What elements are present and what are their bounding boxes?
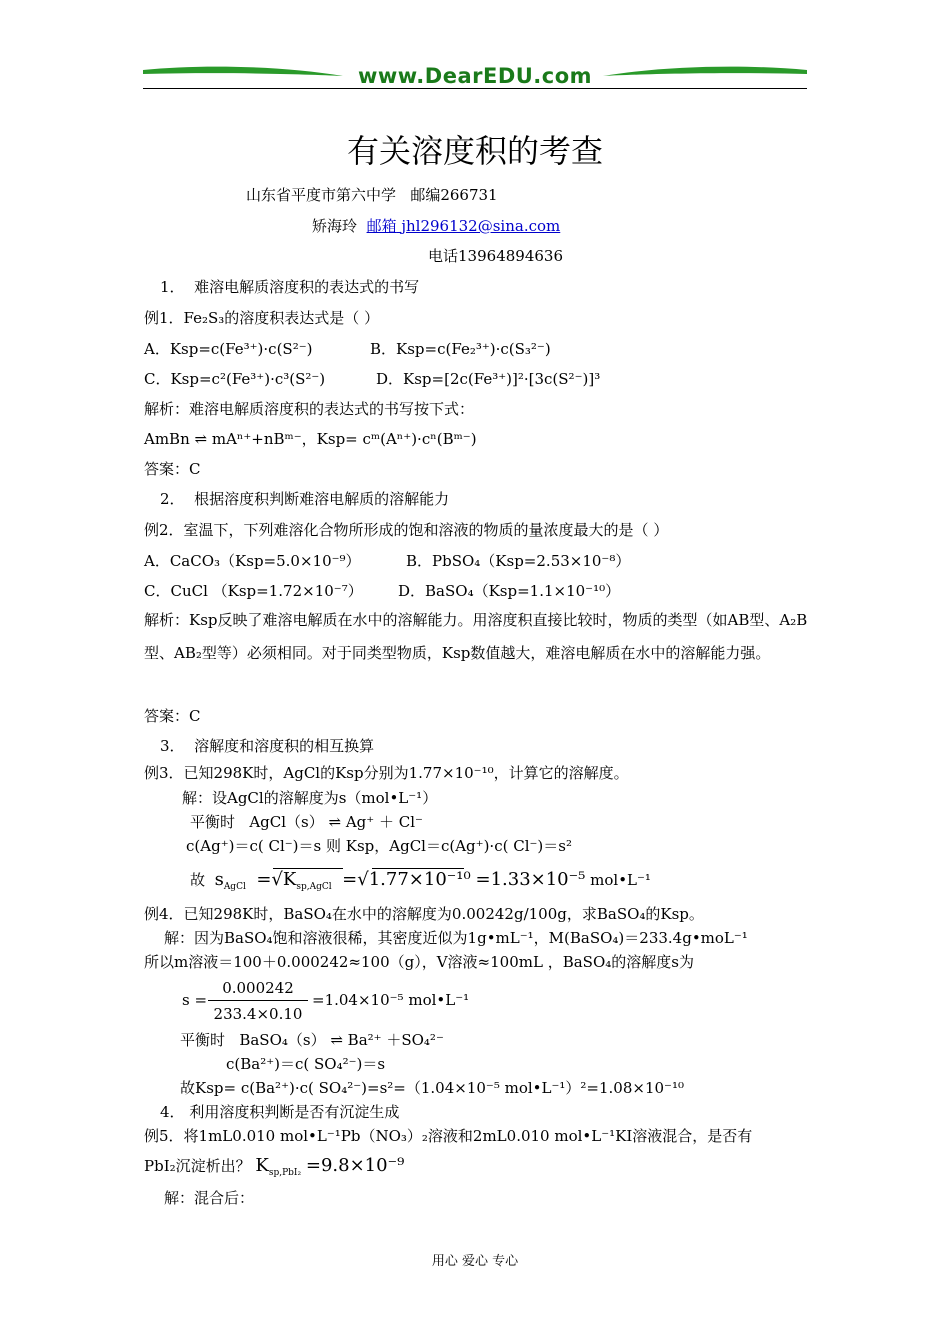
example-2-option-b: B．PbSO₄（Ksp=2.53×10⁻⁸）: [406, 552, 631, 570]
example-5-question: 例5．将1mL0.010 mol•L⁻¹Pb（NO₃）₂溶液和2mL0.010 mol•L⁻¹KI溶液混合，是否有: [144, 1127, 753, 1145]
example-1-analysis: 解析：难溶电解质溶度积的表达式的书写按下式：: [144, 400, 475, 418]
example-4-concentration: c(Ba²⁺)＝c( SO₄²⁻)＝s: [226, 1055, 386, 1073]
header-divider: [143, 88, 807, 89]
example-4-ksp: 故Ksp= c(Ba²⁺)·c( SO₄²⁻)=s²=（1.04×10⁻⁵ mol•L⁻¹）²=1.08×10⁻¹⁰: [180, 1079, 684, 1097]
example-4-value: =1.04×10⁻⁵ mol•L⁻¹: [312, 991, 470, 1009]
example-2-option-d: D．BaSO₄（Ksp=1.1×10⁻¹⁰）: [398, 582, 621, 600]
author-name: 矫海玲: [312, 217, 358, 235]
example-1-option-a: A．Ksp=c(Fe³⁺)·c(S²⁻): [144, 340, 313, 358]
example-4-denominator: 233.4×0.10: [213, 1005, 303, 1023]
postcode: 266731: [440, 186, 498, 204]
example-1-answer: 答案：C: [144, 460, 201, 478]
phone-label: 电话: [428, 247, 459, 265]
example-2-question: 例2．室温下，下列难溶化合物所形成的饱和溶液的物质的量浓度最大的是（ ）: [144, 521, 669, 539]
author-school-line: [246, 185, 498, 205]
example-4-equilibrium: 平衡时 BaSO₄（s） ⇌ Ba²⁺ ＋SO₄²⁻: [180, 1031, 444, 1049]
example-4-question: 例4．已知298K时，BaSO₄在水中的溶解度为0.00242g/100g，求BaSO₄的Ksp。: [144, 905, 704, 923]
example-2-option-c: C．CuCl （Ksp=1.72×10⁻⁷）: [144, 582, 363, 600]
example-1-formula: AmBn ⇌ mAⁿ⁺+nBᵐ⁻，Ksp= cᵐ(Aⁿ⁺)·cⁿ(Bᵐ⁻): [144, 430, 477, 448]
example-4-s: s =: [182, 991, 208, 1009]
example-4-fraction-bar: [208, 1000, 308, 1001]
author-name-line: [312, 216, 560, 236]
postcode-label: 邮编: [410, 186, 441, 204]
example-2-analysis: 解析：Ksp反映了难溶电解质在水中的溶解能力。用溶度积直接比较时，物质的类型（如AB型、A₂B型、AB₂型等）必须相同。对于同类型物质，Ksp数值越大，难溶电解质在水中的溶解能力强。: [144, 611, 808, 662]
section-4-heading: 4． 利用溶度积判断是否有沉淀生成: [160, 1103, 400, 1121]
example-5-solution: 解：混合后：: [164, 1189, 255, 1207]
example-1-option-c: C．Ksp=c²(Fe³⁺)·c³(S²⁻): [144, 370, 326, 388]
example-2-option-a: A．CaCO₃（Ksp=5.0×10⁻⁹）: [144, 552, 361, 570]
author-school: 山东省平度市第六中学: [246, 186, 397, 204]
section-1-heading: 1． 难溶电解质溶度积的表达式的书写: [160, 278, 420, 296]
example-3-ksp-relation: c(Ag⁺)＝c( Cl⁻)＝s 则 Ksp，AgCl＝c(Ag⁺)·c( Cl⁻)＝s²: [186, 837, 572, 855]
page-footer: 用心 爱心 专心: [431, 1254, 519, 1269]
section-2-heading: 2． 根据溶度积判断难溶电解质的溶解能力: [160, 490, 450, 508]
author-phone-line: [428, 246, 563, 266]
example-1-option-b: B．Ksp=c(Fe₂³⁺)·c(S₃²⁻): [370, 340, 551, 358]
section-3-heading: 3． 溶解度和溶度积的相互换算: [160, 737, 375, 755]
sqrt-bar-2: [372, 868, 464, 869]
email-link[interactable]: 邮箱 jhl296132@sina.com: [366, 217, 561, 235]
page-title: 有关溶度积的考查: [346, 132, 603, 170]
example-3-question: 例3．已知298K时，AgCl的Ksp分别为1.77×10⁻¹⁰，计算它的溶解度。: [144, 764, 629, 782]
example-3-result: 故 $s_{AgCl} =√K_{sp,AgCl} =√1.77\times 10^{-10} =1.33\times 10^{-5}$ mol•L⁻¹: [190, 869, 651, 892]
example-1-option-d: D．Ksp=[2c(Fe³⁺)]²·[3c(S²⁻)]³: [376, 370, 601, 388]
example-4-solution-1: 解：因为BaSO₄饱和溶液很稀，其密度近似为1g•mL⁻¹，M(BaSO₄)＝233.4g•moL⁻¹: [164, 929, 748, 947]
example-2-answer: 答案：C: [144, 707, 201, 725]
example-5-question-line-2: PbI₂沉淀析出？ $K_{sp,PbI_2} =9.8\times 10^{-9}$: [144, 1155, 405, 1178]
phone: 13964894636: [458, 247, 563, 265]
example-1-question: 例1．Fe₂S₃的溶度积表达式是（ ）: [144, 309, 380, 327]
sqrt-bar-1: [273, 868, 343, 869]
example-3-solution-intro: 解：设AgCl的溶解度为s（mol•L⁻¹）: [182, 789, 438, 807]
site-logo-text: www.DearEDU.com: [357, 64, 593, 88]
example-4-solution-2: 所以m溶液＝100＋0.000242≈100（g），V溶液≈100mL ，BaSO₄的溶解度s为: [144, 953, 694, 971]
example-4-numerator: 0.000242: [222, 979, 294, 997]
example-3-equilibrium: 平衡时 AgCl（s） ⇌ Ag⁺ ＋ Cl⁻: [190, 813, 423, 831]
